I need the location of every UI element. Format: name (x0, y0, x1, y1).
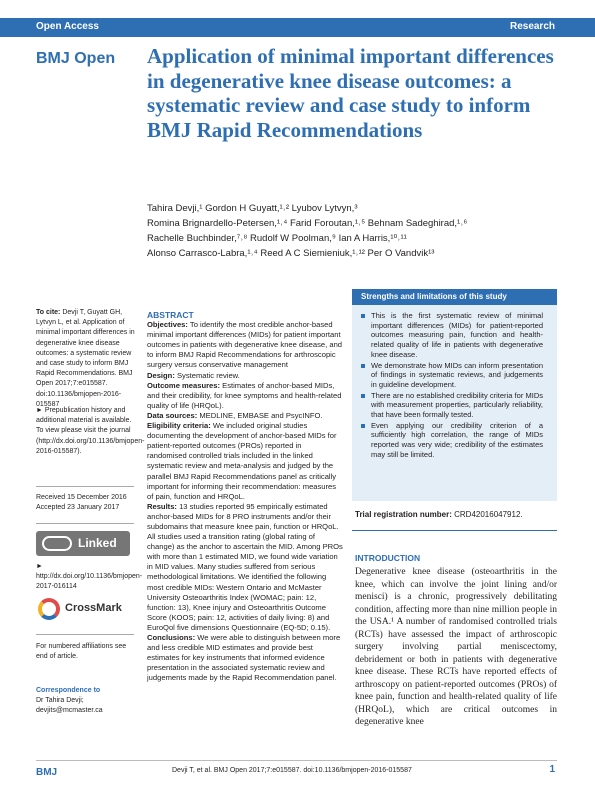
divider (352, 530, 557, 531)
label: Data sources: (147, 410, 198, 420)
list-item: We demonstrate how MIDs can inform presentation of findings in systematic reviews, and judgements in guideline development. (361, 361, 543, 390)
received-date: Received 15 December 2016 (36, 494, 127, 501)
footer-divider (36, 760, 557, 761)
abstract-outcome (147, 381, 343, 411)
strengths-list (352, 305, 557, 460)
cite-label: To cite: (36, 309, 61, 316)
label: Outcome measures: (147, 380, 221, 390)
abstract-data (147, 411, 343, 421)
text: We included original studies documenting the development of anchor-based MIDs for patient-reported outcomes (PROs) reported in randomised controlled trials included in the linked systematic review and meta-analysis and judged by the parallel BMJ Rapid Recommendations panel as critically important for informing their recommendation: measures of pain, function and HRQoL. (147, 421, 337, 501)
crossmark-badge[interactable] (38, 598, 138, 622)
open-access-label: Open Access (36, 21, 99, 32)
trial-label: Trial registration number: (355, 510, 452, 519)
divider (36, 486, 134, 487)
linked-label: Linked (78, 536, 117, 550)
list-item: Even applying our credibility criterion of a sufficiently high correlation, the range of MIDs reported was very wide; credibility of the estimates may still be limited. (361, 421, 543, 460)
accepted-date: Accepted 23 January 2017 (36, 504, 120, 512)
linked-badge[interactable] (36, 531, 130, 556)
dates (36, 493, 136, 513)
correspondence-label: Correspondence to (36, 687, 101, 694)
text: We were able to distinguish between more and less credible MID estimates and provide best estimates for key instruments that informed evidence presentation in the associated systematic review and judgements made by the Rapid Recommendation panel. (147, 633, 341, 683)
list-item: This is the first systematic review of minimal important differences (MIDs) for patient-reported outcomes measuring pain, function and health-related quality of life in patients with degenerative knee disease. (361, 311, 543, 360)
correspondence-email[interactable]: devjits@mcmaster.ca (36, 707, 103, 715)
strengths-box (352, 289, 557, 501)
page-number: 1 (549, 764, 555, 775)
author-line: Rachelle Buchbinder,⁷˒⁸ Rudolf W Poolman,⁹ Ian A Harris,¹⁰˒¹¹ (147, 233, 407, 244)
text: Estimates of anchor-based MIDs, and their credibility, for knee symptoms and health-related quality of life (HRQoL). (147, 380, 342, 410)
crossmark-label: CrossMark (65, 602, 122, 614)
list-item: There are no established credibility criteria for MIDs with measurement properties, particularly reliability, that have been formally tested. (361, 391, 543, 420)
divider (36, 634, 134, 635)
cite-text: Devji T, Guyatt GH, Lytvyn L, et al. Application of minimal important differences in degenerative knee disease outcomes: a systematic review and case study to inform BMJ Rapid Recommendations. BMJ Open 2017;7:e015587. doi:10.1136/bmjopen-2016-015587 (36, 309, 135, 408)
label: Results: (147, 501, 177, 511)
affiliations-note: For numbered affiliations see end of article. (36, 643, 127, 661)
label: Eligibility criteria: (147, 421, 211, 431)
section-label: Research (509, 21, 555, 32)
correspondence-name: Dr Tahira Devji; (36, 697, 84, 705)
intro-text: Degenerative knee disease (osteoarthritis in the knee, which can involve the joint lining and/or menisci) is a chronic, progressively debilitating condition, affecting more than nine million people in the USA.¹ A number of randomised controlled trials (RCTs) have assessed the impact of arthroscopic surgery involving partial meniscectomy, debridement or both in patients with degenerative knee disease. These RCTs have reported effects of arthroscopy on patient-reported outcomes (PROs) of knee pain, function and health-related quality of life (HRQoL), which are critical outcomes in degenerative knee (355, 567, 557, 727)
journal-logo: BMJ Open (36, 50, 116, 67)
text: To identify the most credible anchor-based minimal important differences (MIDs) for patient important outcomes in patients with degenerative knee disease, and to inform BMJ Rapid Recommendations for arthroscopic surgery versus conservative management (147, 320, 343, 370)
strengths-heading: Strengths and limitations of this study (352, 289, 557, 305)
author-list (147, 201, 567, 261)
crossmark-icon (38, 598, 60, 620)
divider (36, 523, 134, 524)
linked-doi[interactable]: ► http://dx.doi.org/10.1136/bmjopen-2017-016114 (36, 563, 143, 591)
label: Objectives: (147, 320, 188, 330)
trial-registration (355, 510, 557, 519)
abstract-results (147, 502, 343, 633)
footer-logo: BMJ (36, 767, 58, 778)
prepub-note[interactable]: ► Prepublication history and additional material is available. To view please visit the journal (http://dx.doi.org/10.1136/bmjopen-2016-015587). (36, 407, 145, 455)
abstract-heading: ABSTRACT (147, 310, 194, 320)
abstract-eligibility (147, 421, 343, 502)
author-line: Tahira Devji,¹ Gordon H Guyatt,¹˒² Lyubov Lytvyn,³ (147, 203, 358, 214)
intro-heading: INTRODUCTION (355, 553, 421, 563)
article-title: Application of minimal important differences in degenerative knee disease outcomes: a systematic review and case study to inform BMJ Rapid Recommendations (147, 44, 554, 142)
label: Conclusions: (147, 633, 196, 642)
label: Design: (147, 370, 175, 380)
abstract (147, 310, 343, 683)
trial-number: CRD42016047912. (451, 510, 523, 519)
author-line: Alonso Carrasco-Labra,¹˒⁴ Reed A C Siemieniuk,¹˒¹² Per O Vandvik¹³ (147, 248, 435, 259)
text: Systematic review. (174, 370, 240, 380)
link-icon (42, 536, 72, 551)
abstract-objectives (147, 320, 343, 370)
footer-citation: Devji T, et al. BMJ Open 2017;7:e015587. doi:10.1136/bmjopen-2016-015587 (172, 767, 412, 774)
citation-note (36, 308, 136, 410)
text: MEDLINE, EMBASE and PsycINFO. (197, 410, 323, 420)
author-line: Romina Brignardello-Petersen,¹˒⁴ Farid Foroutan,¹˒⁵ Behnam Sadeghirad,¹˒⁶ (147, 218, 468, 229)
top-banner (0, 18, 595, 37)
abstract-conclusions (147, 633, 343, 683)
abstract-design (147, 371, 343, 381)
text: 13 studies reported 95 empirically estimated anchor-based MIDs for 8 PRO instruments and/or their subdomains that measure knee pain, function or HRQoL. All studies used a transition rating (global rating of change) as the anchor to ascertain the MID. Among PROs with more than 1 estimated MID, we found wide variation in MID values. Many studies suffered from serious methodological limitations. We identified the following most credible MIDs: Western Ontario and McMaster University Osteoarthritis Index (WOMAC; pain: 12, function: 13), Knee injury and Osteoarthritis Outcome Score (KOOS; pain: 12, activities of daily living: 8) and EuroQol five dimensions Questionnaire (EQ-5D; 0.15). (147, 501, 343, 632)
correspondence (36, 686, 136, 717)
